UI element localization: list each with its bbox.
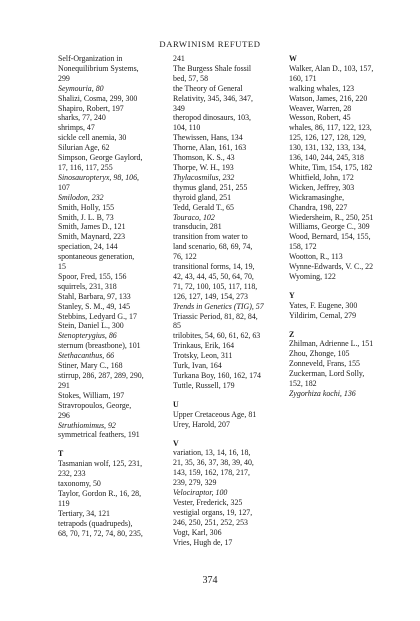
running-header: DARWINISM REFUTED [159, 39, 261, 49]
index-entry: 239, 279, 329 [173, 478, 217, 488]
index-section-letter: Z [289, 329, 295, 339]
index-entry: Sinosauropteryx, 98, 106, [58, 172, 140, 182]
index-entry: Shapiro, Robert, 197 [58, 103, 124, 113]
index-entry: taxonomy, 50 [58, 479, 101, 489]
index-entry: walking whales, 123 [289, 83, 355, 93]
index-column-2 [173, 54, 285, 548]
index-entry: bed, 57, 58 [173, 73, 209, 83]
index-entry: 68, 70, 71, 72, 74, 80, 235, [58, 528, 143, 538]
index-entry: thyroid gland, 251 [173, 192, 232, 202]
index-entry: Tasmanian wolf, 125, 231, [58, 459, 143, 469]
index-entry: Struthiomimus, 92 [58, 420, 116, 430]
index-entry: Stahl, Barbara, 97, 133 [58, 291, 131, 301]
index-entry: 296 [58, 410, 70, 420]
index-entry: transitional forms, 14, 19, [173, 262, 255, 272]
index-entry: Wiedersheim, R., 250, 251 [289, 212, 374, 222]
index-entry: theropod dinosaurs, 103, [173, 113, 252, 123]
index-entry: vestigial organs, 19, 127, [173, 507, 253, 517]
index-entry: sharks, 77, 240 [58, 113, 106, 123]
index-entry: 125, 126, 127, 128, 129, [289, 133, 366, 143]
index-entry: 119 [58, 498, 70, 508]
index-entry: 160, 171 [289, 73, 317, 83]
index-entry: 21, 35, 36, 37, 38, 39, 40, [173, 458, 254, 468]
index-entry: Touraco, 102 [173, 212, 215, 222]
index-entry: Self-Organization in [58, 54, 123, 63]
index-entry: thymus gland, 251, 255 [173, 182, 248, 192]
index-entry: Zhou, Zhonge, 105 [289, 349, 350, 359]
index-entry: 130, 131, 132, 133, 134, [289, 143, 366, 153]
index-entry: Stebbins, Ledyard G., 17 [58, 311, 137, 321]
index-entry: Stein, Daniel L., 300 [58, 321, 124, 331]
index-entry: shrimps, 47 [58, 123, 95, 133]
index-entry: sickle cell anemia, 30 [58, 133, 127, 143]
index-entry: Thorne, Alan, 161, 163 [173, 143, 247, 153]
index-entry: Whitfield, John, 172 [289, 172, 354, 182]
index-entry: Upper Cretaceous Age, 81 [173, 409, 257, 419]
index-entry: 136, 140, 244, 245, 318 [289, 153, 364, 163]
index-entry: Seymouria, 80 [58, 83, 104, 93]
index-entry: Thomson, K. S., 43 [173, 153, 235, 163]
index-entry: Trinkaus, Erik, 164 [173, 341, 235, 351]
index-entry: Smith, J. L. B, 73 [58, 212, 114, 222]
index-entry: Vester, Frederick, 325 [173, 497, 243, 507]
index-entry: Vogt, Karl, 306 [173, 527, 222, 537]
index-section-letter: W [289, 54, 297, 63]
index-entry: Wyoming, 122 [289, 271, 336, 281]
index-entry: 76, 122 [173, 252, 197, 262]
index-entry: squirrels, 231, 318 [58, 281, 117, 291]
index-entry: 291 [58, 380, 70, 390]
index-entry: 246, 250, 251, 252, 253 [173, 517, 248, 527]
index-entry: 104, 110 [173, 123, 201, 133]
index-entry: variation, 13, 14, 16, 18, [173, 448, 251, 458]
index-entry: whales, 86, 117, 122, 123, [289, 123, 372, 133]
index-entry: Turk, Ivan, 164 [173, 361, 222, 371]
index-entry: Taylor, Gordon R., 16, 28, [58, 488, 142, 498]
index-entry: stirrup, 286, 287, 289, 290, [58, 371, 144, 380]
index-entry: Wood, Bernard, 154, 155, [289, 232, 371, 242]
index-entry: 126, 127, 149, 154, 273 [173, 291, 248, 301]
index-entry: Zonneveld, Frans, 155 [289, 359, 361, 369]
index-entry: Smilodon, 232 [58, 192, 104, 202]
index-entry: Simpson, George Gaylord, [58, 153, 143, 163]
page-number: 374 [202, 575, 218, 586]
index-entry: The Burgess Shale fossil [173, 63, 252, 73]
index-entry: Weaver, Warren, 28 [289, 103, 352, 113]
index-section-letter: V [173, 438, 179, 448]
index-entry: Spoor, Fred, 155, 156 [58, 271, 127, 281]
index-entry: Vries, Hugh de, 17 [173, 537, 233, 547]
index-entry: Stenopterygius, 86 [58, 331, 117, 341]
index-entry: Wynne-Edwards, V. C., 22 [289, 262, 374, 272]
index-entry: Tuttle, Russell, 179 [173, 380, 235, 390]
index-entry: Wesson, Robert, 45 [289, 113, 351, 123]
index-entry: Thorpe, W. H., 193 [173, 162, 234, 172]
index-entry: Nonequilibrium Systems, [58, 63, 139, 73]
index-entry: Yildirim, Cemal, 279 [289, 310, 357, 320]
index-entry: Tertiary, 34, 121 [58, 508, 110, 518]
index-entry: Stravropoulos, George, [58, 400, 132, 410]
index-entry: Zygorhiza kochi, 136 [289, 389, 356, 398]
index-entry: Williams, George C., 309 [289, 222, 370, 232]
index-entry: trilobites, 54, 60, 61, 62, 63 [173, 331, 261, 341]
index-entry: speciation, 24, 144 [58, 242, 118, 252]
index-section-letter: U [173, 399, 179, 409]
index-entry: tetrapods (quadrupeds), [58, 518, 133, 528]
index-entry: sternum (breastbone), 101 [58, 341, 141, 351]
index-entry: White, Tim, 154, 175, 182 [289, 162, 373, 172]
index-entry: 232, 233 [58, 469, 86, 479]
index-entry: Zhilman, Adrienne L., 151 [289, 339, 374, 349]
index-entry: Relativity, 345, 346, 347, [173, 93, 253, 103]
index-entry: Stokes, William, 197 [58, 390, 125, 400]
index-entry: Shalizi, Cosma, 299, 300 [58, 93, 138, 103]
index-entry: Smith, James D., 121 [58, 222, 126, 232]
index-entry: 143, 159, 162, 178, 217, [173, 468, 250, 478]
index-entry: Trotsky, Leon, 311 [173, 351, 233, 361]
index-entry: Wootton, R., 113 [289, 252, 343, 262]
index-entry: symmetrical feathers, 191 [58, 430, 140, 440]
index-entry: transition from water to [173, 232, 248, 242]
index-entry: Stanley, S. M., 49, 145 [58, 301, 131, 311]
index-entry: the Theory of General [173, 83, 243, 93]
index-entry: Thylacosmilus, 232 [173, 172, 235, 182]
index-entry: 152, 182 [289, 379, 317, 389]
index-entry: 17, 116, 117, 255 [58, 162, 113, 172]
index-entry: Walker, Alan D., 103, 157, [289, 63, 374, 73]
index-entry: Watson, James, 216, 220 [289, 93, 368, 103]
index-entry: Yates, F. Eugene, 300 [289, 300, 358, 310]
index-entry: Turkana Boy, 160, 162, 174 [173, 371, 261, 380]
index-entry: 158, 172 [289, 242, 317, 252]
index-entry: Tedd, Gerald T., 65 [173, 202, 234, 212]
index-entry: Smith, Holly, 155 [58, 202, 115, 212]
index-entry: Triassic Period, 81, 82, 84, [173, 311, 258, 321]
index-entry: 85 [173, 321, 181, 331]
index-entry: Zuckerman, Lord Solly, [289, 369, 365, 379]
index-entry: Trends in Genetics (TIG), 57 [173, 301, 264, 311]
index-entry: Thewissen, Hans, 134 [173, 133, 243, 143]
index-entry: 15 [58, 262, 66, 272]
index-entry: 241 [173, 54, 185, 63]
index-column-3 [289, 54, 407, 399]
index-entry: 42, 43, 44, 45, 50, 64, 70, [173, 271, 254, 281]
index-entry: 299 [58, 73, 70, 83]
index-entry: Stiner, Mary C., 168 [58, 361, 123, 371]
index-entry: transducin, 281 [173, 222, 222, 232]
index-entry: 107 [58, 182, 70, 192]
index-entry: land scenario, 68, 69, 74, [173, 242, 253, 252]
index-entry: Urey, Harold, 207 [173, 419, 230, 429]
index-entry: Smith, Maynard, 223 [58, 232, 126, 242]
index-entry: 71, 72, 100, 105, 117, 118, [173, 281, 258, 291]
index-entry: Stethacanthus, 66 [58, 351, 115, 361]
index-entry: Wicken, Jeffrey, 303 [289, 182, 355, 192]
index-entry: Wickramasinghe, [289, 192, 345, 202]
index-entry: Velociraptor, 100 [173, 488, 228, 498]
index-section-letter: Y [289, 290, 295, 300]
index-entry: spontaneous generation, [58, 252, 135, 262]
index-column-1 [58, 54, 170, 539]
index-section-letter: T [58, 449, 64, 459]
index-entry: 349 [173, 103, 185, 113]
index-entry: Chandra, 198, 227 [289, 202, 348, 212]
index-entry: Silurian Age, 62 [58, 143, 110, 153]
